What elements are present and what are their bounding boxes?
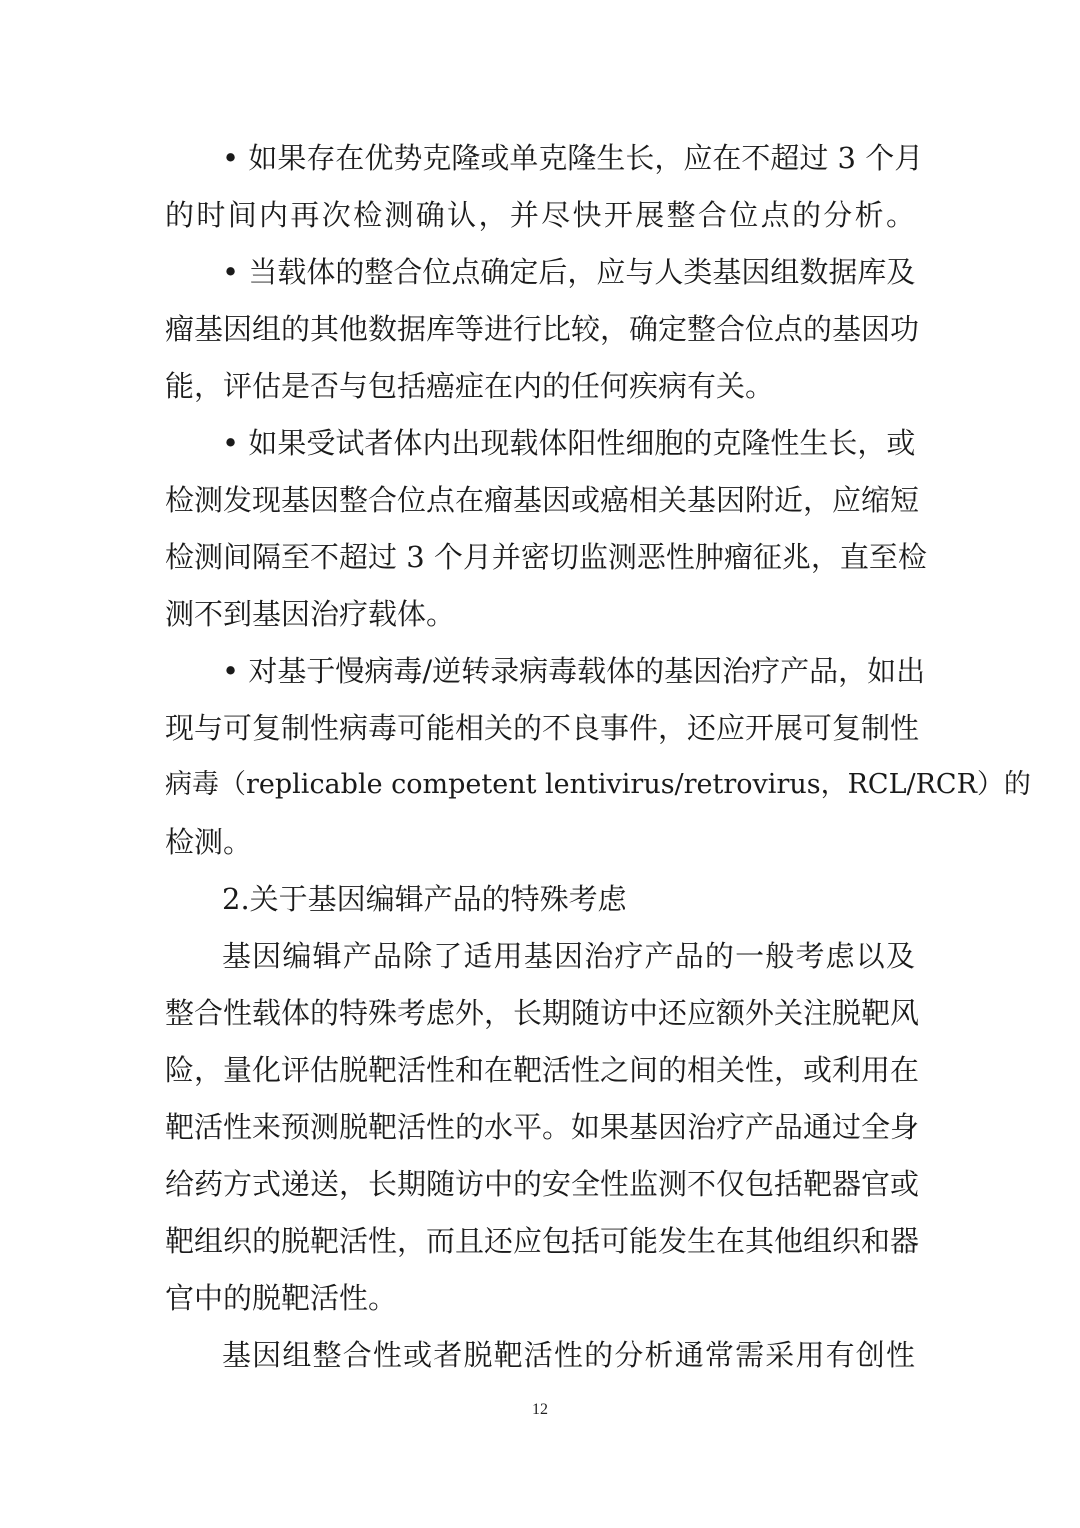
section-heading: 2.关于基因编辑产品的特殊考虑 [222, 882, 627, 916]
text-line: 靶组织的脱靶活性，而且还应包括可能发生在其他组织和器 [165, 1224, 920, 1258]
text-line: 病毒（replicable competent lentivirus/retrovirus，RCL/RCR）的 [165, 769, 1031, 800]
text-line: 官中的脱靶活性。 [165, 1281, 398, 1315]
text-line: • 对基于慢病毒/逆转录病毒载体的基因治疗产品，如出 [222, 654, 926, 688]
text-line: 检测间隔至不超过 3 个月并密切监测恶性肿瘤征兆，直至检 [165, 540, 927, 574]
text-line: 给药方式递送，长期随访中的安全性监测不仅包括靶器官或 [165, 1167, 920, 1201]
text-line: 测不到基因治疗载体。 [165, 597, 456, 631]
text-line: 现与可复制性病毒可能相关的不良事件，还应开展可复制性 [165, 711, 920, 745]
text-line: 检测。 [165, 825, 253, 859]
text-line: 的时间内再次检测确认，并尽快开展整合位点的分析。 [165, 198, 915, 232]
text-line: 基因编辑产品除了适用基因治疗产品的一般考虑以及 [222, 939, 915, 973]
text-line: 整合性载体的特殊考虑外，长期随访中还应额外关注脱靶风 [165, 996, 920, 1030]
text-line: 险，量化评估脱靶活性和在靶活性之间的相关性，或利用在 [165, 1053, 920, 1087]
text-line: 瘤基因组的其他数据库等进行比较，确定整合位点的基因功 [165, 312, 920, 346]
text-line: • 如果存在优势克隆或单克隆生长，应在不超过 3 个月 [222, 141, 924, 175]
text-line: 检测发现基因整合位点在瘤基因或癌相关基因附近，应缩短 [165, 483, 920, 517]
text-line: 能，评估是否与包括癌症在内的任何疾病有关。 [165, 369, 775, 403]
page-number: 12 [532, 1401, 548, 1418]
text-line: • 当载体的整合位点确定后，应与人类基因组数据库及 [222, 255, 916, 289]
text-line: 靶活性来预测脱靶活性的水平。如果基因治疗产品通过全身 [165, 1110, 920, 1144]
text-line: • 如果受试者体内出现载体阳性细胞的克隆性生长，或 [222, 426, 916, 460]
text-line: 基因组整合性或者脱靶活性的分析通常需采用有创性 [222, 1338, 915, 1372]
